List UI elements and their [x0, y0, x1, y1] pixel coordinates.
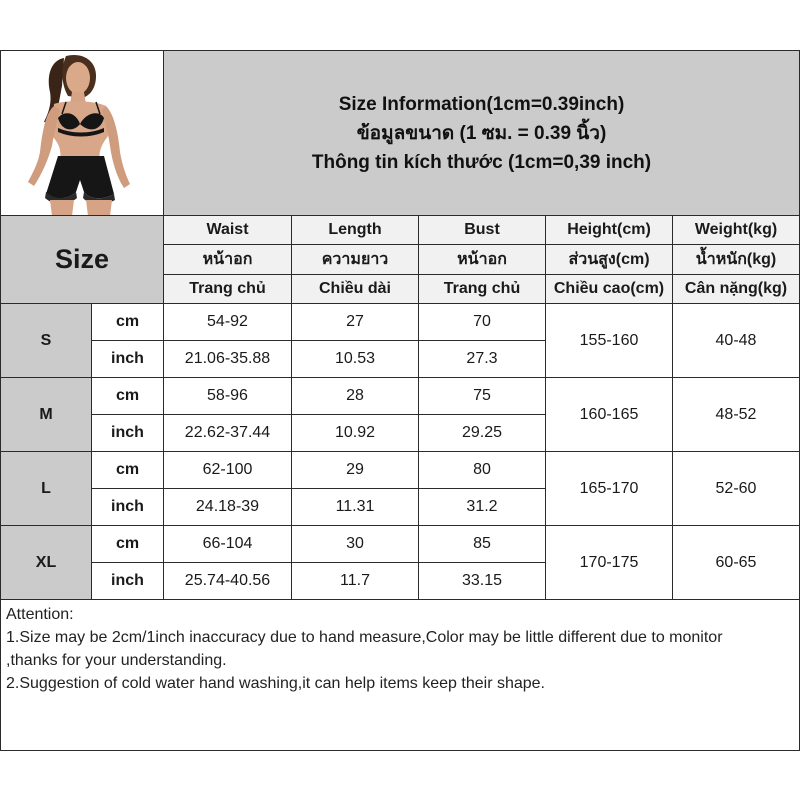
header-bust-en: Bust [418, 215, 546, 245]
notes-line-1: 1.Size may be 2cm/1inch inaccuracy due to hand measure,Color may be little different due to monitor [6, 629, 723, 646]
size-m-bust-inch: 29.25 [418, 414, 546, 452]
size-xl-length-inch: 11.7 [291, 562, 419, 600]
photo-cell [0, 50, 164, 216]
header-weight-vi: Cân nặng(kg) [672, 274, 800, 304]
face-shape [66, 62, 90, 94]
size-l-bust-inch: 31.2 [418, 488, 546, 526]
size-m-weight: 48-52 [672, 377, 800, 452]
size-s-unit-cm: cm [91, 303, 164, 341]
header-waist-th: หน้าอก [163, 244, 292, 275]
header-bust-th: หน้าอก [418, 244, 546, 275]
size-chart-sheet [0, 50, 800, 751]
size-xl-waist-inch: 25.74-40.56 [163, 562, 292, 600]
size-s-label: S [0, 303, 92, 378]
size-s-unit-inch: inch [91, 340, 164, 378]
size-xl-weight: 60-65 [672, 525, 800, 600]
size-s-length-cm: 27 [291, 303, 419, 341]
product-photo [2, 52, 164, 216]
size-m-waist-inch: 22.62-37.44 [163, 414, 292, 452]
notes-line-3: 2.Suggestion of cold water hand washing,it can help items keep their shape. [6, 675, 545, 692]
right-leg-shape [86, 200, 112, 216]
size-l-label: L [0, 451, 92, 526]
size-l-height: 165-170 [545, 451, 673, 526]
size-l-length-cm: 29 [291, 451, 419, 489]
size-xl-bust-inch: 33.15 [418, 562, 546, 600]
size-m-length-inch: 10.92 [291, 414, 419, 452]
notes-line-2: ,thanks for your understanding. [6, 652, 227, 669]
size-m-unit-cm: cm [91, 377, 164, 415]
attention-notes [0, 599, 800, 751]
size-s-height: 155-160 [545, 303, 673, 378]
header-length-vi: Chiều dài [291, 274, 419, 304]
size-s-length-inch: 10.53 [291, 340, 419, 378]
size-xl-length-cm: 30 [291, 525, 419, 563]
title-thai: ข้อมูลขนาด (1 ซม. = 0.39 นิ้ว) [356, 122, 607, 144]
size-s-bust-cm: 70 [418, 303, 546, 341]
size-m-height: 160-165 [545, 377, 673, 452]
size-m-waist-cm: 58-96 [163, 377, 292, 415]
size-l-unit-inch: inch [91, 488, 164, 526]
size-l-length-inch: 11.31 [291, 488, 419, 526]
size-l-weight: 52-60 [672, 451, 800, 526]
header-waist-vi: Trang chủ [163, 274, 292, 304]
title-block [163, 50, 800, 216]
size-l-waist-inch: 24.18-39 [163, 488, 292, 526]
size-s-waist-cm: 54-92 [163, 303, 292, 341]
size-xl-bust-cm: 85 [418, 525, 546, 563]
shorts-shape [46, 156, 114, 198]
header-weight-th: น้ำหนัก(kg) [672, 244, 800, 275]
size-xl-height: 170-175 [545, 525, 673, 600]
size-xl-unit-cm: cm [91, 525, 164, 563]
size-m-length-cm: 28 [291, 377, 419, 415]
size-l-unit-cm: cm [91, 451, 164, 489]
product-photo-illustration [2, 52, 164, 216]
title-english: Size Information(1cm=0.39inch) [338, 93, 625, 115]
header-length-en: Length [291, 215, 419, 245]
size-xl-waist-cm: 66-104 [163, 525, 292, 563]
title-vietnamese: Thông tin kích thước (1cm=0,39 inch) [311, 151, 652, 173]
header-height-th: ส่วนสูง(cm) [545, 244, 673, 275]
size-s-waist-inch: 21.06-35.88 [163, 340, 292, 378]
left-leg-shape [50, 200, 74, 216]
size-xl-unit-inch: inch [91, 562, 164, 600]
header-height-vi: Chiều cao(cm) [545, 274, 673, 304]
notes-heading: Attention: [6, 606, 74, 623]
size-s-bust-inch: 27.3 [418, 340, 546, 378]
size-m-bust-cm: 75 [418, 377, 546, 415]
size-xl-label: XL [0, 525, 92, 600]
header-weight-en: Weight(kg) [672, 215, 800, 245]
size-column-header: Size [0, 215, 164, 304]
header-waist-en: Waist [163, 215, 292, 245]
header-length-th: ความยาว [291, 244, 419, 275]
size-m-label: M [0, 377, 92, 452]
size-l-waist-cm: 62-100 [163, 451, 292, 489]
header-bust-vi: Trang chủ [418, 274, 546, 304]
size-m-unit-inch: inch [91, 414, 164, 452]
size-s-weight: 40-48 [672, 303, 800, 378]
size-l-bust-cm: 80 [418, 451, 546, 489]
header-height-en: Height(cm) [545, 215, 673, 245]
